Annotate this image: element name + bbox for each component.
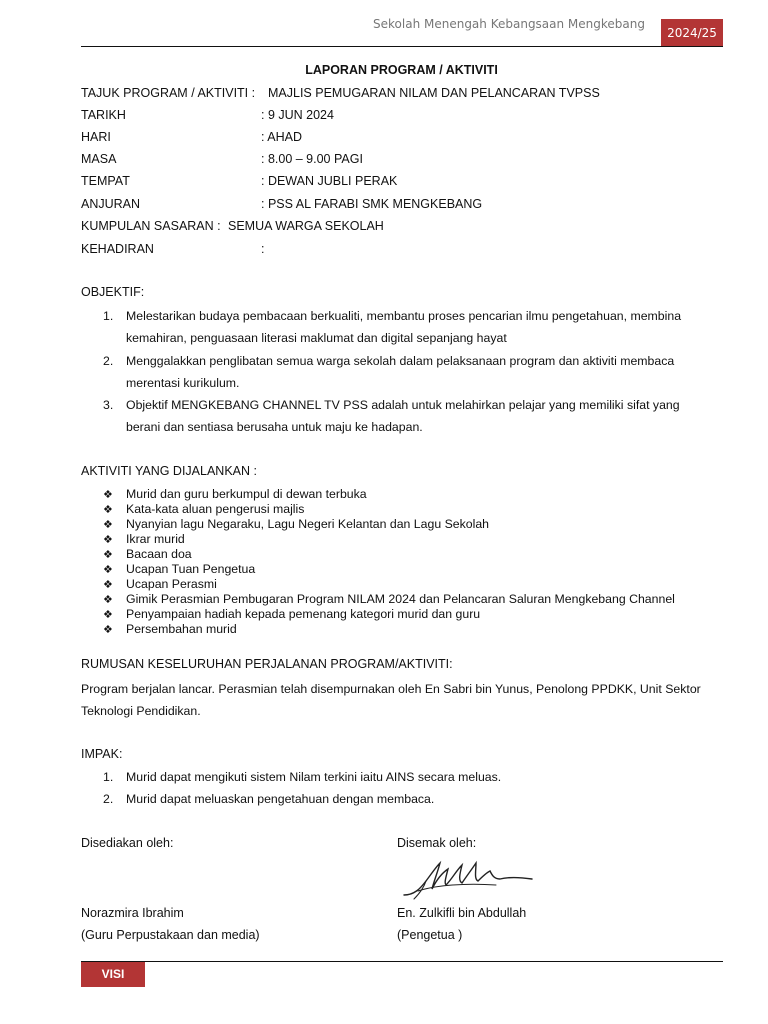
aktiviti-item: ❖ Ucapan Tuan Pengetua: [103, 562, 256, 576]
impak-heading: IMPAK:: [81, 747, 123, 761]
info-masa: [81, 150, 721, 168]
aktiviti-item: ❖ Penyampaian hadiah kepada pemenang kategori murid dan guru: [103, 607, 481, 621]
hari-value: : AHAD: [261, 130, 302, 144]
diamond-bullet-icon: ❖: [103, 503, 113, 516]
footer-visi-badge: VISI: [81, 962, 145, 987]
tajuk-value: MAJLIS PEMUGARAN NILAM DAN PELANCARAN TVPSS: [268, 86, 600, 100]
anjuran-label: ANJURAN: [81, 197, 141, 211]
aktiviti-item: ❖ Persembahan murid: [103, 622, 237, 636]
kumpulan-label: KUMPULAN SASARAN :: [81, 219, 221, 233]
checked-by-role: (Pengetua ): [397, 928, 463, 942]
hari-label: HARI: [81, 130, 111, 144]
rumusan-heading: RUMUSAN KESELURUHAN PERJALANAN PROGRAM/AKTIVITI:: [81, 657, 453, 671]
impak-item: 1. Murid dapat mengikuti sistem Nilam terkini iaitu AINS secara meluas.: [103, 770, 502, 784]
rumusan-text: Program berjalan lancar. Perasmian telah disempurnakan oleh En Sabri bin Yunus, Penolong PPDKK, Unit Sektor Teknologi Pendidikan.: [81, 682, 701, 719]
info-tajuk: [81, 84, 721, 102]
aktiviti-item: ❖ Kata-kata aluan pengerusi majlis: [103, 502, 305, 516]
aktiviti-item: ❖ Bacaan doa: [103, 547, 192, 561]
kehadiran-label: KEHADIRAN: [81, 242, 154, 256]
info-kumpulan: [81, 217, 721, 235]
aktiviti-item: ❖ Nyanyian lagu Negaraku, Lagu Negeri Kelantan dan Lagu Sekolah: [103, 517, 490, 531]
info-kehadiran: [81, 240, 721, 258]
diamond-bullet-icon: ❖: [103, 623, 113, 636]
aktiviti-item: ❖ Gimik Perasmian Pembugaran Program NILAM 2024 dan Pelancaran Saluran Mengkebang Channel: [103, 592, 675, 606]
diamond-bullet-icon: ❖: [103, 563, 113, 576]
objektif-item: 2. Menggalakkan penglibatan semua warga sekolah dalam pelaksanaan program dan aktiviti membaca merentasi kurikulum.: [103, 353, 675, 390]
info-hari: [81, 128, 721, 146]
tajuk-label: TAJUK PROGRAM / AKTIVITI :: [81, 86, 256, 100]
objektif-heading: OBJEKTIF:: [81, 285, 145, 299]
report-title: LAPORAN PROGRAM / AKTIVITI: [305, 63, 498, 77]
diamond-bullet-icon: ❖: [103, 533, 113, 546]
diamond-bullet-icon: ❖: [103, 578, 113, 591]
tarikh-value: : 9 JUN 2024: [261, 108, 334, 122]
prepared-by-label: Disediakan oleh:: [81, 836, 174, 850]
aktiviti-list: [81, 487, 675, 637]
prepared-by-role: (Guru Perpustakaan dan media): [81, 928, 260, 942]
checked-by-name: En. Zulkifli bin Abdullah: [397, 906, 527, 920]
anjuran-value: : PSS AL FARABI SMK MENGKEBANG: [261, 197, 483, 211]
impak-list: [81, 766, 711, 811]
diamond-bullet-icon: ❖: [103, 608, 113, 621]
header-year-badge: 2024/25: [661, 19, 723, 47]
aktiviti-heading: AKTIVITI YANG DIJALANKAN :: [81, 464, 257, 478]
aktiviti-item: ❖ Ucapan Perasmi: [103, 577, 217, 591]
tempat-value: : DEWAN JUBLI PERAK: [261, 174, 398, 188]
header-divider: [81, 46, 723, 47]
diamond-bullet-icon: ❖: [103, 548, 113, 561]
objektif-item: 1. Melestarikan budaya pembacaan berkualiti, membantu proses pencarian ilmu pengetahuan, membina kemahiran, penguasaan literasi maklumat dan digital sepanjang hayat: [103, 309, 682, 346]
info-tarikh: [81, 106, 721, 124]
kehadiran-value: :: [261, 242, 265, 256]
header-school-name: Sekolah Menengah Kebangsaan Mengkebang: [373, 17, 645, 31]
diamond-bullet-icon: ❖: [103, 518, 113, 531]
prepared-by-name: Norazmira Ibrahim: [81, 906, 184, 920]
aktiviti-item: ❖ Ikrar murid: [103, 532, 185, 546]
checked-by-label: Disemak oleh:: [397, 836, 477, 850]
info-tempat: [81, 172, 721, 190]
objektif-list: [81, 305, 711, 439]
objektif-item: 3. Objektif MENGKEBANG CHANNEL TV PSS adalah untuk melahirkan pelajar yang memiliki sifat yang berani dan sentiasa berusaha untuk maju ke hadapan.: [103, 398, 680, 435]
tempat-label: TEMPAT: [81, 174, 130, 188]
impak-item: 2. Murid dapat meluaskan pengetahuan dengan membaca.: [103, 792, 435, 807]
diamond-bullet-icon: ❖: [103, 593, 113, 606]
info-anjuran: [81, 195, 721, 213]
tarikh-label: TARIKH: [81, 108, 126, 122]
footer-divider: [81, 961, 723, 962]
kumpulan-value: SEMUA WARGA SEKOLAH: [228, 219, 384, 233]
diamond-bullet-icon: ❖: [103, 488, 113, 501]
masa-value: : 8.00 – 9.00 PAGI: [261, 152, 363, 166]
aktiviti-item: ❖ Murid dan guru berkumpul di dewan terbuka: [103, 487, 367, 501]
signature-image: [396, 855, 536, 903]
masa-label: MASA: [81, 152, 117, 166]
